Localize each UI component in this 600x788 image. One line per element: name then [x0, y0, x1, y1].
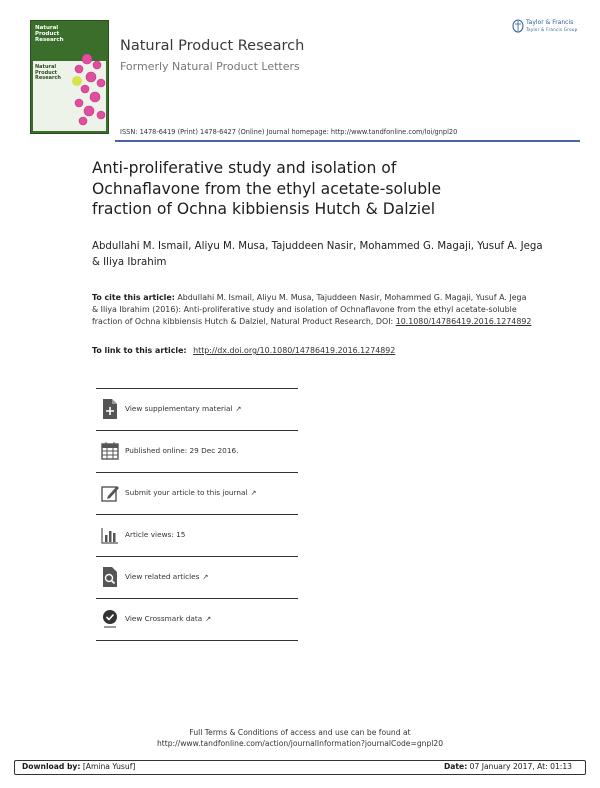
molecule-art-icon: [65, 49, 107, 131]
action-views: [96, 515, 298, 557]
citation-label: To cite this article:: [92, 293, 175, 302]
journal-cover-image: [30, 20, 109, 134]
action-related[interactable]: [96, 557, 298, 599]
action-published: [96, 431, 298, 473]
publisher-logo-subtext: Taylor & Francis Group: [526, 27, 578, 32]
external-link-icon: ↗: [205, 615, 212, 623]
download-info-bar: [14, 760, 586, 775]
journal-formerly: Formerly Natural Product Letters: [120, 60, 300, 73]
publisher-logo[interactable]: [512, 16, 578, 38]
article-authors: Abdullahi M. Ismail, Aliyu M. Musa, Tajuddeen Nasir, Mohammed G. Magaji, Yusuf A. Jega & Iliya Ibrahim: [92, 241, 543, 268]
issn-line[interactable]: ISSN: 1478-6419 (Print) 1478-6427 (Online) Journal homepage: http://www.tandfonline.com/loi/gnpl20: [120, 128, 458, 136]
related-articles-icon: [100, 566, 120, 588]
article-link-label: To link to this article:: [92, 346, 187, 355]
publisher-logo-icon: [512, 19, 524, 33]
external-link-icon: ↗: [235, 405, 242, 413]
external-link-icon: ↗: [202, 573, 209, 581]
article-actions-list: [96, 388, 298, 641]
downloaded-by: Download by: [Amina Yusuf]: [22, 762, 136, 771]
article-link-url[interactable]: http://dx.doi.org/10.1080/14786419.2016.1274892: [193, 346, 396, 355]
bar-chart-icon: [100, 524, 120, 546]
terms-line: Full Terms & Conditions of access and use can be found at: [189, 728, 411, 737]
article-title: Anti-proliferative study and isolation of Ochnaflavone from the ethyl acetate-soluble fraction of Ochna kibbiensis Hutch & Dalziel: [92, 159, 442, 218]
citation-doi-link[interactable]: 10.1080/14786419.2016.1274892: [395, 317, 532, 326]
citation-text: Abdullahi M. Ismail, Aliyu M. Musa, Tajuddeen Nasir, Mohammed G. Magaji, Yusuf A. Jega & Iliya Ibrahim (2016): Anti-proliferative study and isolation of Ochnaflavone from the ethyl acetate-soluble fraction of Ochna kibbiensis Hutch & Dalziel, Natural Product Research, DOI:: [92, 293, 527, 326]
external-link-icon: ↗: [250, 489, 257, 497]
action-label: Submit your article to this journal ↗: [125, 488, 257, 497]
cover-title-inner: Natural Product Research: [35, 64, 61, 81]
action-crossmark[interactable]: [96, 599, 298, 641]
crossmark-icon: [100, 608, 120, 630]
calendar-icon: [100, 440, 120, 462]
terms-url[interactable]: http://www.tandfonline.com/action/journalInformation?journalCode=gnpl20: [156, 739, 444, 748]
header-divider: [115, 140, 580, 142]
supplementary-file-icon: [100, 398, 120, 420]
action-label: Published online: 29 Dec 2016.: [125, 446, 239, 455]
publisher-logo-text: Taylor & Francis: [526, 19, 574, 26]
article-link-line: [92, 346, 395, 355]
journal-name: Natural Product Research: [120, 38, 305, 54]
submit-pen-icon: [100, 482, 120, 504]
terms-block: [0, 727, 600, 749]
action-submit[interactable]: [96, 473, 298, 515]
action-label: View supplementary material ↗: [125, 404, 242, 413]
citation-block: [92, 292, 532, 328]
download-date: Date: 07 January 2017, At: 01:13: [444, 762, 572, 771]
action-label: View Crossmark data ↗: [125, 614, 212, 623]
action-label: Article views: 15: [125, 530, 186, 539]
action-supplementary[interactable]: [96, 388, 298, 431]
cover-title: Natural Product Research: [35, 25, 64, 43]
action-label: View related articles ↗: [125, 572, 209, 581]
